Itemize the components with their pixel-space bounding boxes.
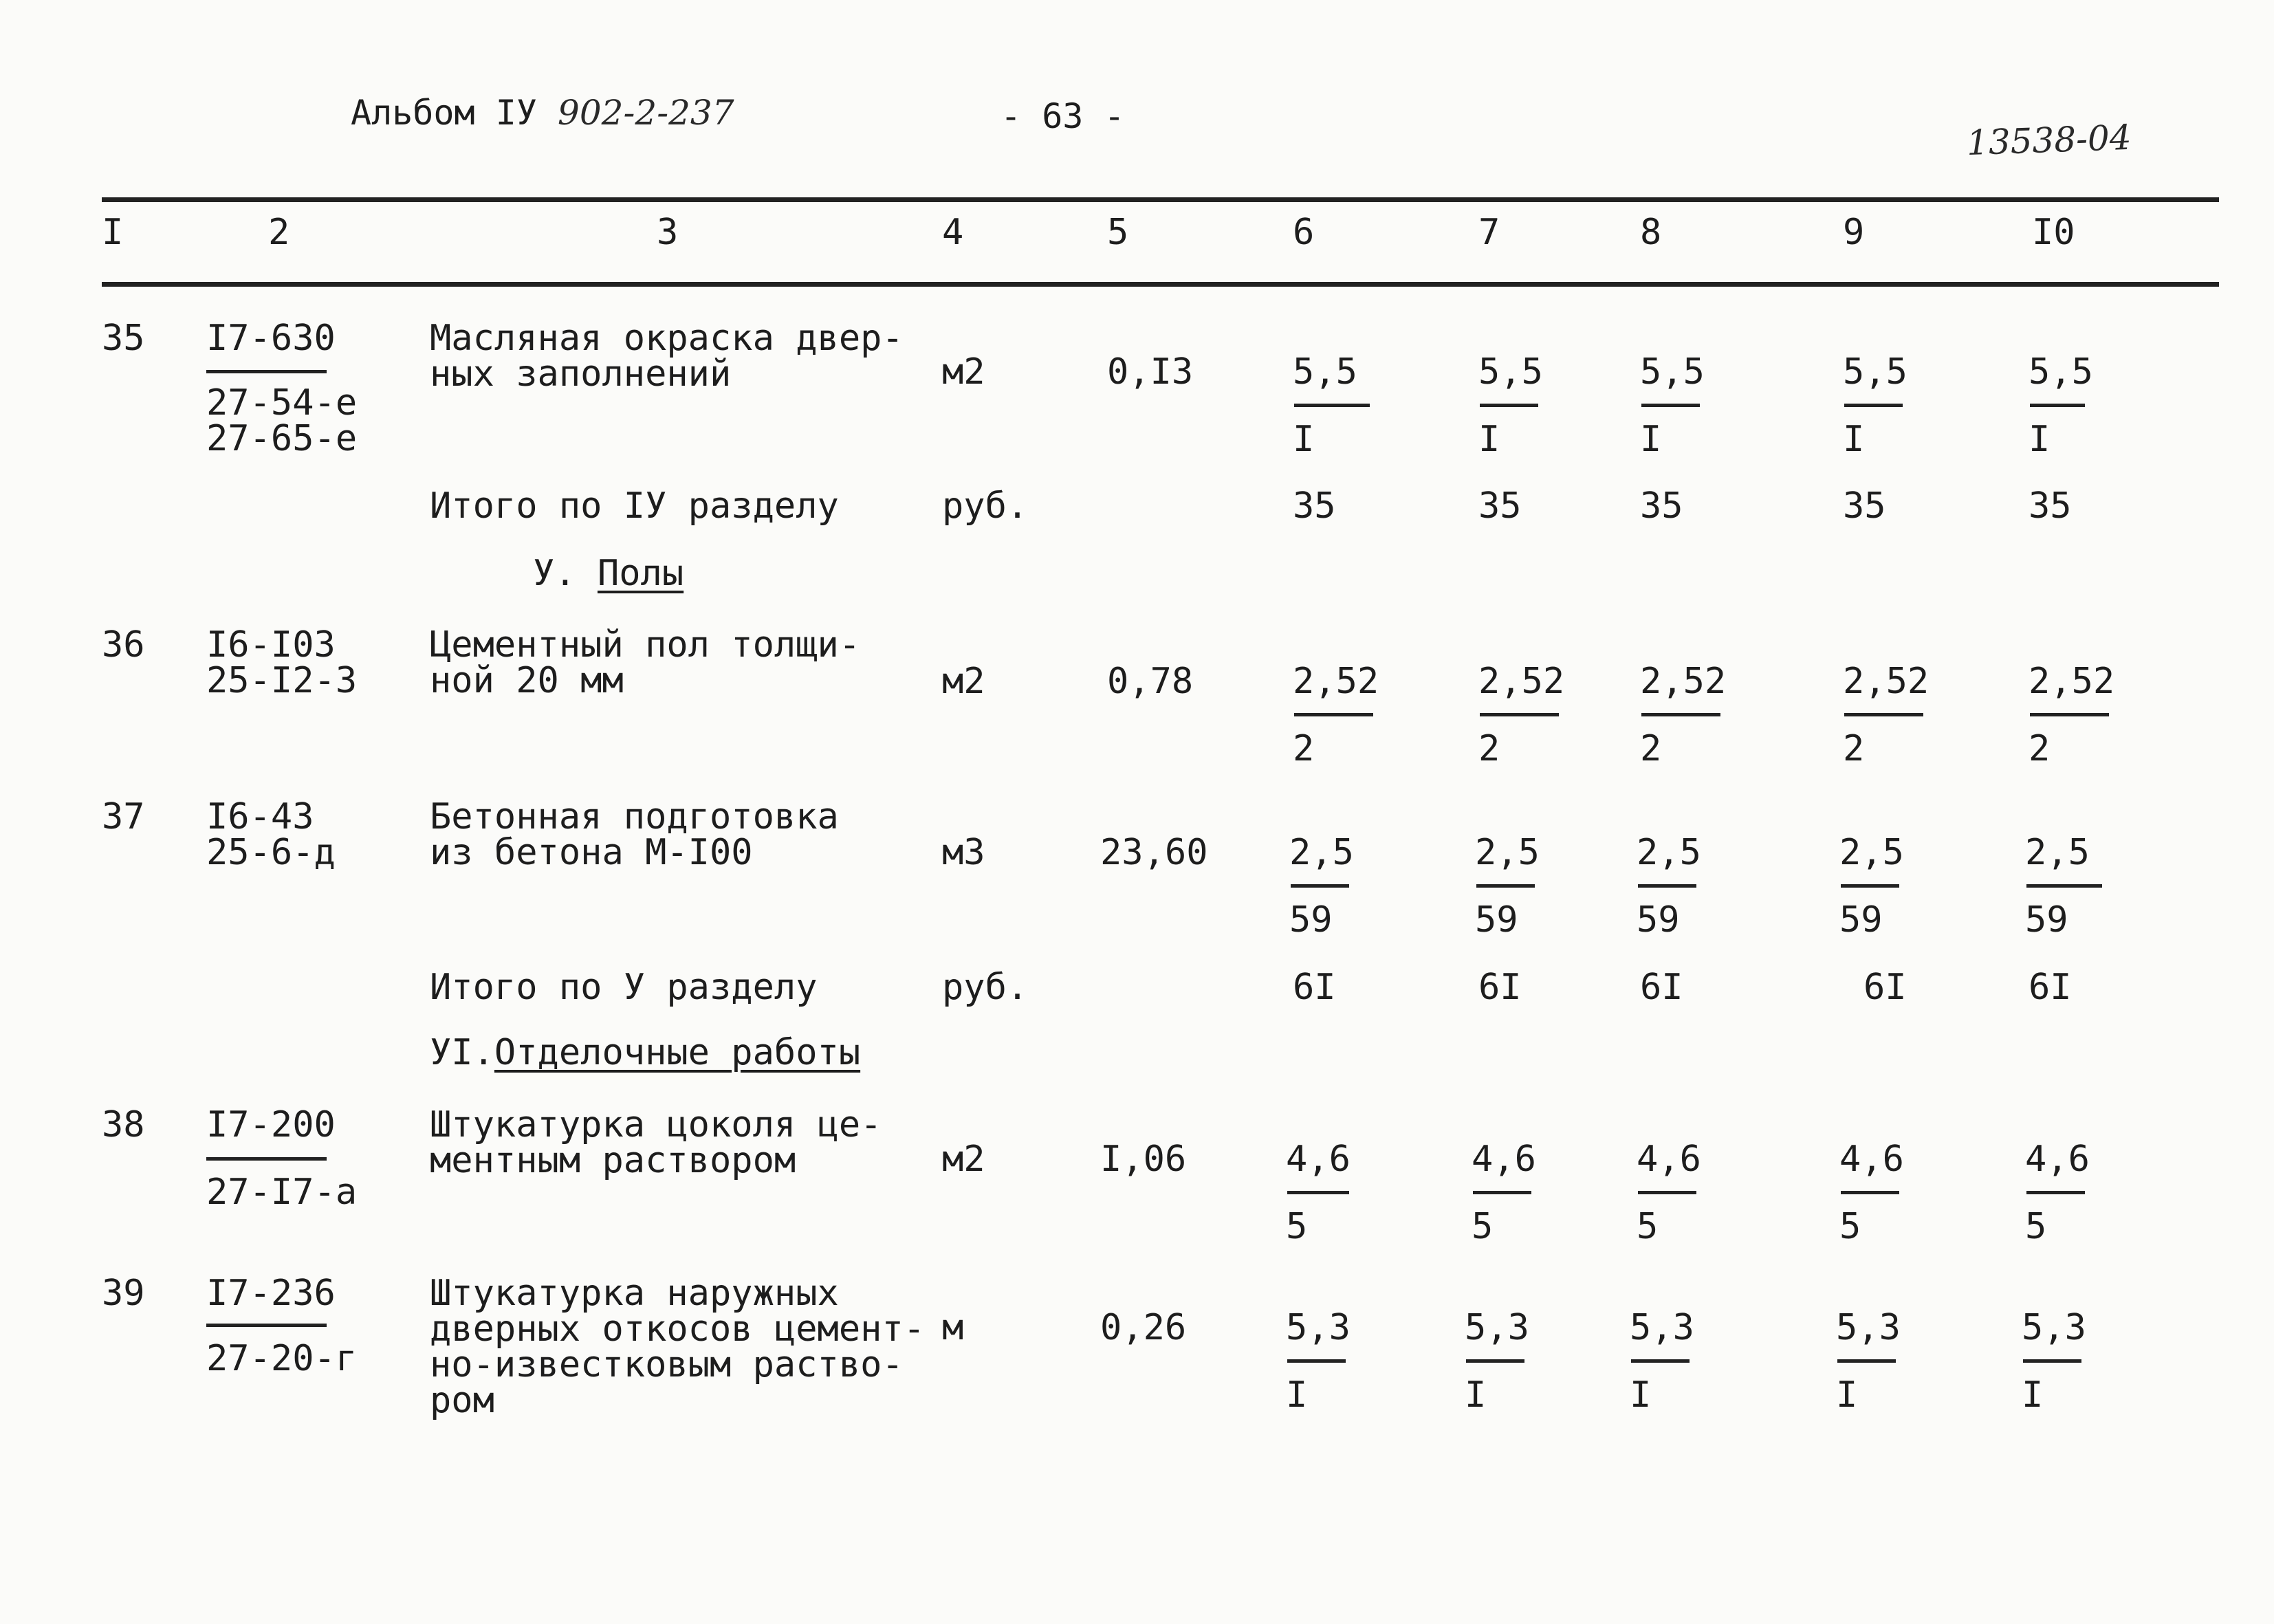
fraction-bar: [1476, 884, 1535, 888]
section-heading: [430, 1032, 861, 1073]
value-numerator: 5,5: [1293, 351, 1357, 393]
unit: м2: [942, 351, 985, 393]
value-numerator: 5,3: [1836, 1307, 1901, 1348]
fraction-bar: [1844, 404, 1903, 407]
table-header-rule: [102, 282, 2219, 287]
album-title: Альбом IУ: [351, 93, 537, 133]
col-header-7: 7: [1478, 212, 1500, 253]
total-value: 6I: [1478, 967, 1522, 1008]
total-value: 35: [2029, 485, 2072, 527]
value-denominator: I: [1465, 1374, 1487, 1416]
value-numerator: 2,5: [1839, 832, 1904, 873]
quantity: 23,60: [1100, 832, 1208, 873]
unit: м2: [942, 1139, 985, 1180]
value-denominator: I: [2022, 1374, 2044, 1416]
fraction-bar: [2023, 1359, 2081, 1363]
fraction-bar: [1638, 1191, 1696, 1194]
fraction-bar: [1294, 404, 1370, 407]
value-numerator: 5,3: [1630, 1307, 1694, 1348]
value-numerator: 2,52: [1293, 661, 1379, 702]
total-label: Итого по IУ разделу: [430, 485, 839, 527]
value-numerator: 5,3: [1286, 1307, 1351, 1348]
fraction-bar: [1287, 1191, 1349, 1194]
value-denominator: 5: [1637, 1206, 1659, 1247]
total-unit: руб.: [942, 967, 1029, 1008]
item-code: I7-630: [206, 318, 336, 359]
code-divider: [206, 1324, 327, 1327]
fraction-bar: [1287, 1359, 1346, 1363]
fraction-bar: [1466, 1359, 1524, 1363]
col-header-5: 5: [1107, 212, 1129, 253]
value-denominator: 2: [1843, 728, 1865, 769]
section-heading: [533, 553, 684, 594]
value-denominator: 59: [2025, 899, 2068, 941]
total-value: 6I: [1293, 967, 1336, 1008]
row-number: 37: [102, 796, 145, 837]
section-title: Отделочные работы: [494, 1032, 861, 1073]
value-numerator: 5,5: [1640, 351, 1705, 393]
item-code-alt: 27-54-е 27-65-е: [206, 382, 358, 459]
value-denominator: 5: [1286, 1206, 1308, 1247]
value-numerator: 2,52: [1478, 661, 1565, 702]
value-numerator: 2,52: [2029, 661, 2115, 702]
value-denominator: I: [1286, 1374, 1308, 1416]
work-description: Бетонная подготовка из бетона М-I00: [430, 796, 839, 873]
value-denominator: 5: [1839, 1206, 1861, 1247]
col-header-10: I0: [2032, 212, 2075, 253]
item-code-alt: 25-I2-3: [206, 660, 358, 701]
code-divider: [206, 1157, 327, 1161]
album-code: 902-2-237: [558, 93, 734, 133]
value-numerator: 5,5: [1843, 351, 1907, 393]
unit: м: [942, 1307, 964, 1348]
work-description: Цементный пол толщи- ной 20 мм: [430, 624, 861, 701]
value-denominator: I: [1630, 1374, 1652, 1416]
page-number: - 63 -: [1001, 96, 1125, 136]
value-denominator: 5: [2025, 1206, 2047, 1247]
value-numerator: 2,5: [1289, 832, 1354, 873]
total-value: 35: [1843, 485, 1886, 527]
unit: м3: [942, 832, 985, 873]
unit: м2: [942, 661, 985, 702]
fraction-bar: [2030, 404, 2085, 407]
value-numerator: 4,6: [1286, 1139, 1351, 1180]
row-number: 35: [102, 318, 145, 359]
value-numerator: 4,6: [1637, 1139, 1701, 1180]
stamp-number: 13538-04: [1966, 117, 2132, 164]
value-numerator: 5,5: [1478, 351, 1543, 393]
fraction-bar: [1631, 1359, 1690, 1363]
total-value: 35: [1478, 485, 1522, 527]
item-code: I6-43: [206, 796, 314, 837]
item-code-alt: 27-I7-а: [206, 1172, 358, 1213]
row-number: 39: [102, 1273, 145, 1314]
total-unit: руб.: [942, 485, 1029, 527]
fraction-bar: [1641, 404, 1700, 407]
value-numerator: 4,6: [2025, 1139, 2090, 1180]
value-denominator: 2: [2029, 728, 2051, 769]
quantity: 0,78: [1107, 661, 1194, 702]
fraction-bar: [1480, 404, 1538, 407]
item-code-alt: 25-6-д: [206, 832, 336, 873]
value-denominator: 2: [1293, 728, 1315, 769]
fraction-bar: [1844, 713, 1923, 716]
value-denominator: I: [1843, 419, 1865, 460]
fraction-bar: [1480, 713, 1559, 716]
value-numerator: 2,5: [1475, 832, 1540, 873]
work-description: Штукатурка цоколя це- ментным раствором: [430, 1104, 882, 1181]
fraction-bar: [1641, 713, 1720, 716]
value-numerator: 5,5: [2029, 351, 2093, 393]
value-denominator: I: [2029, 419, 2051, 460]
row-number: 36: [102, 624, 145, 666]
value-denominator: 59: [1839, 899, 1883, 941]
total-label: Итого по У разделу: [430, 967, 818, 1008]
fraction-bar: [1294, 713, 1373, 716]
value-numerator: 2,52: [1640, 661, 1727, 702]
quantity: 0,I3: [1107, 351, 1194, 393]
value-denominator: 59: [1289, 899, 1333, 941]
value-denominator: 5: [1472, 1206, 1494, 1247]
section-title: Полы: [597, 553, 684, 594]
value-numerator: 4,6: [1472, 1139, 1536, 1180]
quantity: I,06: [1100, 1139, 1187, 1180]
col-header-2: 2: [268, 212, 290, 253]
quantity: 0,26: [1100, 1307, 1187, 1348]
work-description: Масляная окраска двер- ных заполнений: [430, 318, 904, 395]
value-denominator: 59: [1637, 899, 1680, 941]
table-top-rule: [102, 197, 2219, 202]
value-denominator: 2: [1640, 728, 1662, 769]
col-header-3: 3: [657, 212, 679, 253]
fraction-bar: [2026, 1191, 2085, 1194]
fraction-bar: [2026, 884, 2102, 888]
value-numerator: 4,6: [1839, 1139, 1904, 1180]
row-number: 38: [102, 1104, 145, 1145]
col-header-4: 4: [942, 212, 964, 253]
total-value: 6I: [1863, 967, 1907, 1008]
value-numerator: 5,3: [2022, 1307, 2086, 1348]
item-code: I7-236: [206, 1273, 336, 1314]
value-denominator: I: [1640, 419, 1662, 460]
item-code: I7-200: [206, 1104, 336, 1145]
col-header-8: 8: [1640, 212, 1662, 253]
col-header-1: I: [102, 212, 124, 253]
total-value: 35: [1640, 485, 1683, 527]
value-denominator: I: [1836, 1374, 1858, 1416]
fraction-bar: [1837, 1359, 1896, 1363]
work-description: Штукатурка наружных дверных откосов цемент- но-известковым раство- ром: [430, 1273, 926, 1421]
item-code: I6-I03: [206, 624, 336, 666]
fraction-bar: [1841, 1191, 1899, 1194]
value-numerator: 2,52: [1843, 661, 1929, 702]
total-value: 35: [1293, 485, 1336, 527]
item-code-alt: 27-20-г: [206, 1338, 358, 1379]
col-header-9: 9: [1843, 212, 1865, 253]
fraction-bar: [1841, 884, 1899, 888]
value-denominator: 59: [1475, 899, 1518, 941]
section-number: У.: [533, 553, 576, 594]
value-numerator: 2,5: [1637, 832, 1701, 873]
value-denominator: I: [1478, 419, 1500, 460]
section-number: УI.: [430, 1032, 494, 1073]
col-header-6: 6: [1293, 212, 1315, 253]
value-denominator: I: [1293, 419, 1315, 460]
fraction-bar: [1638, 884, 1696, 888]
total-value: 6I: [1640, 967, 1683, 1008]
code-divider: [206, 370, 327, 373]
fraction-bar: [1473, 1191, 1531, 1194]
fraction-bar: [1291, 884, 1349, 888]
value-numerator: 5,3: [1465, 1307, 1529, 1348]
value-denominator: 2: [1478, 728, 1500, 769]
total-value: 6I: [2029, 967, 2072, 1008]
fraction-bar: [2030, 713, 2109, 716]
album-label: [351, 93, 734, 133]
value-numerator: 2,5: [2025, 832, 2090, 873]
